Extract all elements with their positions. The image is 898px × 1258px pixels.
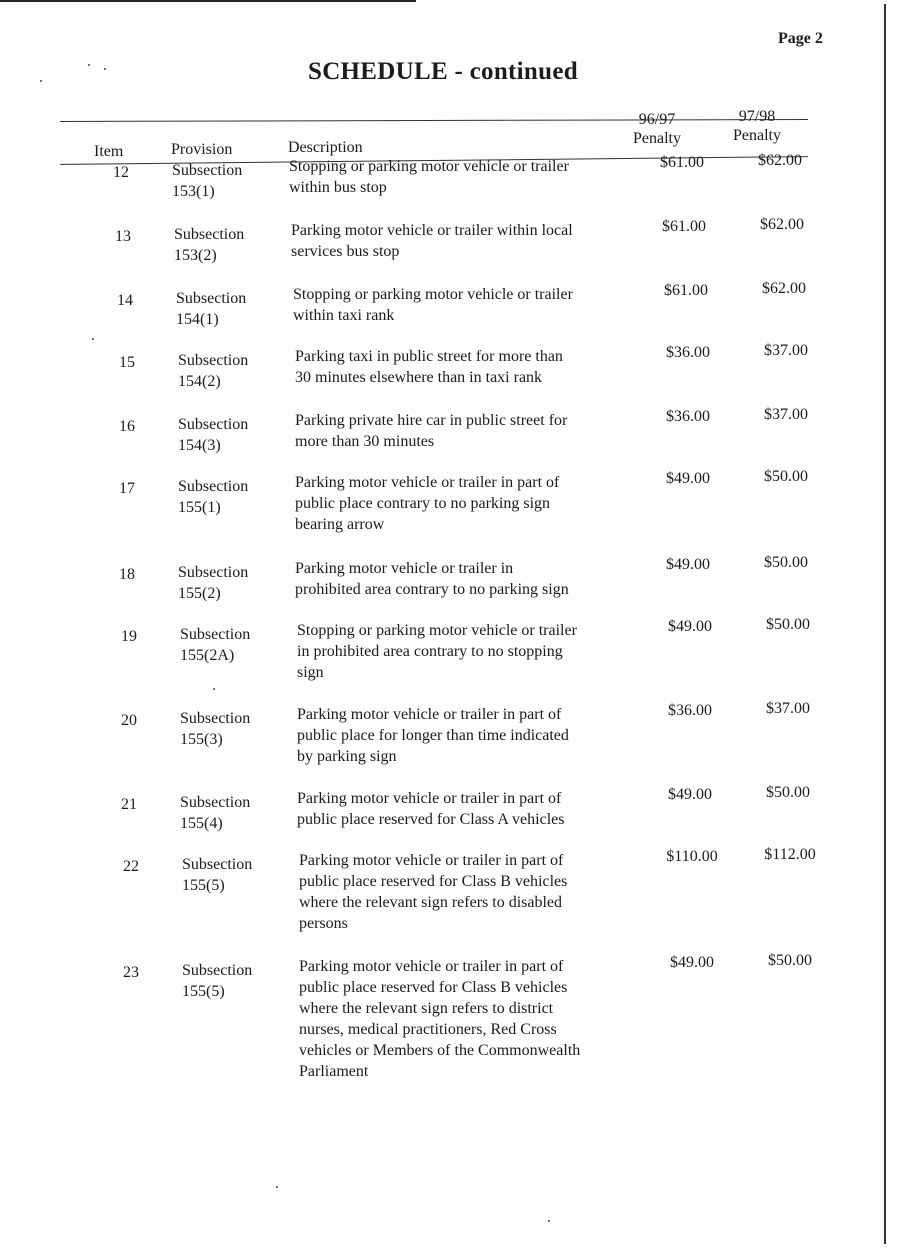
provision-line: Subsection bbox=[176, 290, 247, 307]
scan-edge-top bbox=[0, 0, 416, 2]
provision-cell bbox=[182, 960, 292, 1002]
description-line: vehicles or Members of the Commonwealth bbox=[299, 1042, 581, 1059]
provision-line: 154(1) bbox=[176, 311, 219, 328]
description-cell bbox=[297, 620, 619, 683]
description-cell bbox=[297, 704, 619, 767]
penalty-9697-label: Penalty bbox=[633, 130, 681, 147]
description-line: Stopping or parking motor vehicle or trailer bbox=[293, 286, 573, 303]
page-number: Page 2 bbox=[778, 30, 823, 47]
description-cell bbox=[299, 850, 621, 934]
penalty-9697: $49.00 bbox=[670, 954, 714, 971]
description-line: sign bbox=[297, 664, 324, 681]
description-line: by parking sign bbox=[297, 748, 397, 765]
description-line: public place for longer than time indicated bbox=[297, 727, 569, 744]
provision-line: 155(2) bbox=[178, 585, 221, 602]
penalty-9697: $36.00 bbox=[668, 702, 712, 719]
provision-line: Subsection bbox=[182, 856, 253, 873]
description-cell bbox=[299, 956, 621, 1082]
description-cell bbox=[293, 284, 615, 326]
column-header-penalty-9798 bbox=[726, 107, 788, 145]
scan-edge-right bbox=[884, 4, 886, 1244]
description-cell bbox=[295, 472, 617, 535]
provision-line: 153(2) bbox=[174, 247, 217, 264]
provision-cell bbox=[180, 708, 290, 750]
description-cell bbox=[295, 558, 617, 600]
scan-speck bbox=[213, 688, 215, 690]
penalty-9798: $50.00 bbox=[764, 468, 808, 485]
description-line: services bus stop bbox=[291, 243, 400, 260]
provision-line: 154(2) bbox=[178, 373, 221, 390]
penalty-9697: $36.00 bbox=[666, 344, 710, 361]
provision-cell bbox=[180, 792, 290, 834]
description-line: public place reserved for Class A vehicles bbox=[297, 811, 565, 828]
penalty-9798-year: 97/98 bbox=[738, 108, 776, 125]
scan-speck bbox=[88, 64, 90, 66]
scan-speck bbox=[40, 80, 42, 82]
description-line: Parking motor vehicle or trailer in part of bbox=[299, 958, 564, 975]
description-line: Parliament bbox=[299, 1063, 369, 1080]
description-line: where the relevant sign refers to district bbox=[299, 1000, 554, 1017]
item-number: 15 bbox=[119, 354, 135, 371]
description-line: where the relevant sign refers to disabled bbox=[299, 894, 563, 911]
penalty-9697-year: 96/97 bbox=[638, 111, 676, 128]
penalty-9798: $62.00 bbox=[760, 216, 804, 233]
penalty-9798: $50.00 bbox=[766, 616, 810, 633]
penalty-9798: $37.00 bbox=[764, 406, 808, 423]
item-number: 16 bbox=[119, 418, 135, 435]
description-line: Parking motor vehicle or trailer in part of bbox=[295, 474, 560, 491]
description-line: prohibited area contrary to no parking sign bbox=[295, 581, 569, 598]
penalty-9697: $61.00 bbox=[664, 282, 708, 299]
column-header-penalty-9697 bbox=[626, 110, 688, 148]
page-title: SCHEDULE - continued bbox=[308, 58, 578, 85]
provision-cell bbox=[178, 476, 288, 518]
penalty-9798-label: Penalty bbox=[733, 127, 781, 144]
penalty-9798: $62.00 bbox=[758, 152, 802, 169]
description-line: Stopping or parking motor vehicle or trailer bbox=[297, 622, 577, 639]
column-header-description: Description bbox=[288, 139, 363, 156]
provision-line: Subsection bbox=[180, 626, 251, 643]
item-number: 20 bbox=[121, 712, 137, 729]
provision-cell bbox=[178, 562, 288, 604]
column-header-item: Item bbox=[94, 143, 124, 160]
provision-line: Subsection bbox=[180, 794, 251, 811]
provision-line: 155(1) bbox=[178, 499, 221, 516]
item-number: 14 bbox=[117, 292, 133, 309]
description-line: within bus stop bbox=[289, 179, 387, 196]
scan-speck bbox=[104, 68, 106, 70]
description-line: Parking motor vehicle or trailer in bbox=[295, 560, 514, 577]
provision-line: 155(3) bbox=[180, 731, 223, 748]
description-line: 30 minutes elsewhere than in taxi rank bbox=[295, 369, 543, 386]
provision-cell bbox=[178, 414, 288, 456]
description-line: public place reserved for Class B vehicles bbox=[299, 873, 568, 890]
description-cell bbox=[295, 346, 617, 388]
description-cell bbox=[297, 788, 619, 830]
provision-line: 155(5) bbox=[182, 983, 225, 1000]
item-number: 21 bbox=[121, 796, 137, 813]
description-cell bbox=[295, 410, 617, 452]
provision-line: Subsection bbox=[178, 416, 249, 433]
description-line: public place contrary to no parking sign bbox=[295, 495, 551, 512]
penalty-9798: $37.00 bbox=[764, 342, 808, 359]
description-line: in prohibited area contrary to no stopping bbox=[297, 643, 563, 660]
provision-cell bbox=[172, 160, 282, 202]
item-number: 19 bbox=[121, 628, 137, 645]
provision-line: Subsection bbox=[182, 962, 253, 979]
scan-speck bbox=[276, 1186, 278, 1188]
table-top-rule bbox=[60, 119, 808, 122]
description-line: more than 30 minutes bbox=[295, 433, 435, 450]
scan-speck bbox=[92, 338, 94, 340]
provision-line: Subsection bbox=[180, 710, 251, 727]
item-number: 12 bbox=[113, 164, 129, 181]
provision-line: 155(2A) bbox=[180, 647, 235, 664]
description-line: public place reserved for Class B vehicles bbox=[299, 979, 568, 996]
description-line: persons bbox=[299, 915, 348, 932]
provision-line: 155(4) bbox=[180, 815, 223, 832]
penalty-9798: $62.00 bbox=[762, 280, 806, 297]
penalty-9697: $110.00 bbox=[666, 848, 718, 865]
column-header-provision: Provision bbox=[171, 141, 233, 158]
description-line: within taxi rank bbox=[293, 307, 395, 324]
penalty-9697: $49.00 bbox=[666, 470, 710, 487]
penalty-9697: $61.00 bbox=[660, 154, 704, 171]
item-number: 22 bbox=[123, 858, 139, 875]
description-cell bbox=[289, 156, 611, 198]
provision-cell bbox=[174, 224, 284, 266]
description-line: Parking motor vehicle or trailer in part of bbox=[297, 706, 562, 723]
description-line: nurses, medical practitioners, Red Cross bbox=[299, 1021, 557, 1038]
provision-line: Subsection bbox=[178, 564, 249, 581]
description-line: Stopping or parking motor vehicle or trailer bbox=[289, 158, 569, 175]
penalty-9697: $61.00 bbox=[662, 218, 706, 235]
item-number: 17 bbox=[119, 480, 135, 497]
penalty-9798: $50.00 bbox=[768, 952, 812, 969]
description-line: Parking motor vehicle or trailer within local bbox=[291, 222, 573, 239]
provision-line: Subsection bbox=[178, 478, 249, 495]
provision-cell bbox=[176, 288, 286, 330]
scan-speck bbox=[548, 1220, 550, 1222]
provision-cell bbox=[178, 350, 288, 392]
provision-line: 155(5) bbox=[182, 877, 225, 894]
provision-line: Subsection bbox=[172, 162, 243, 179]
item-number: 18 bbox=[119, 566, 135, 583]
provision-cell bbox=[180, 624, 290, 666]
item-number: 13 bbox=[115, 228, 131, 245]
penalty-9697: $49.00 bbox=[666, 556, 710, 573]
penalty-9798: $37.00 bbox=[766, 700, 810, 717]
item-number: 23 bbox=[123, 964, 139, 981]
description-line: Parking motor vehicle or trailer in part of bbox=[297, 790, 562, 807]
penalty-9697: $49.00 bbox=[668, 618, 712, 635]
description-line: bearing arrow bbox=[295, 516, 385, 533]
penalty-9798: $50.00 bbox=[764, 554, 808, 571]
provision-line: 153(1) bbox=[172, 183, 215, 200]
provision-cell bbox=[182, 854, 292, 896]
description-line: Parking taxi in public street for more than bbox=[295, 348, 563, 365]
provision-line: Subsection bbox=[178, 352, 249, 369]
penalty-9798: $112.00 bbox=[764, 846, 816, 863]
description-cell bbox=[291, 220, 613, 262]
penalty-9697: $49.00 bbox=[668, 786, 712, 803]
provision-line: 154(3) bbox=[178, 437, 221, 454]
penalty-9798: $50.00 bbox=[766, 784, 810, 801]
description-line: Parking private hire car in public street for bbox=[295, 412, 568, 429]
penalty-9697: $36.00 bbox=[666, 408, 710, 425]
description-line: Parking motor vehicle or trailer in part of bbox=[299, 852, 564, 869]
provision-line: Subsection bbox=[174, 226, 245, 243]
